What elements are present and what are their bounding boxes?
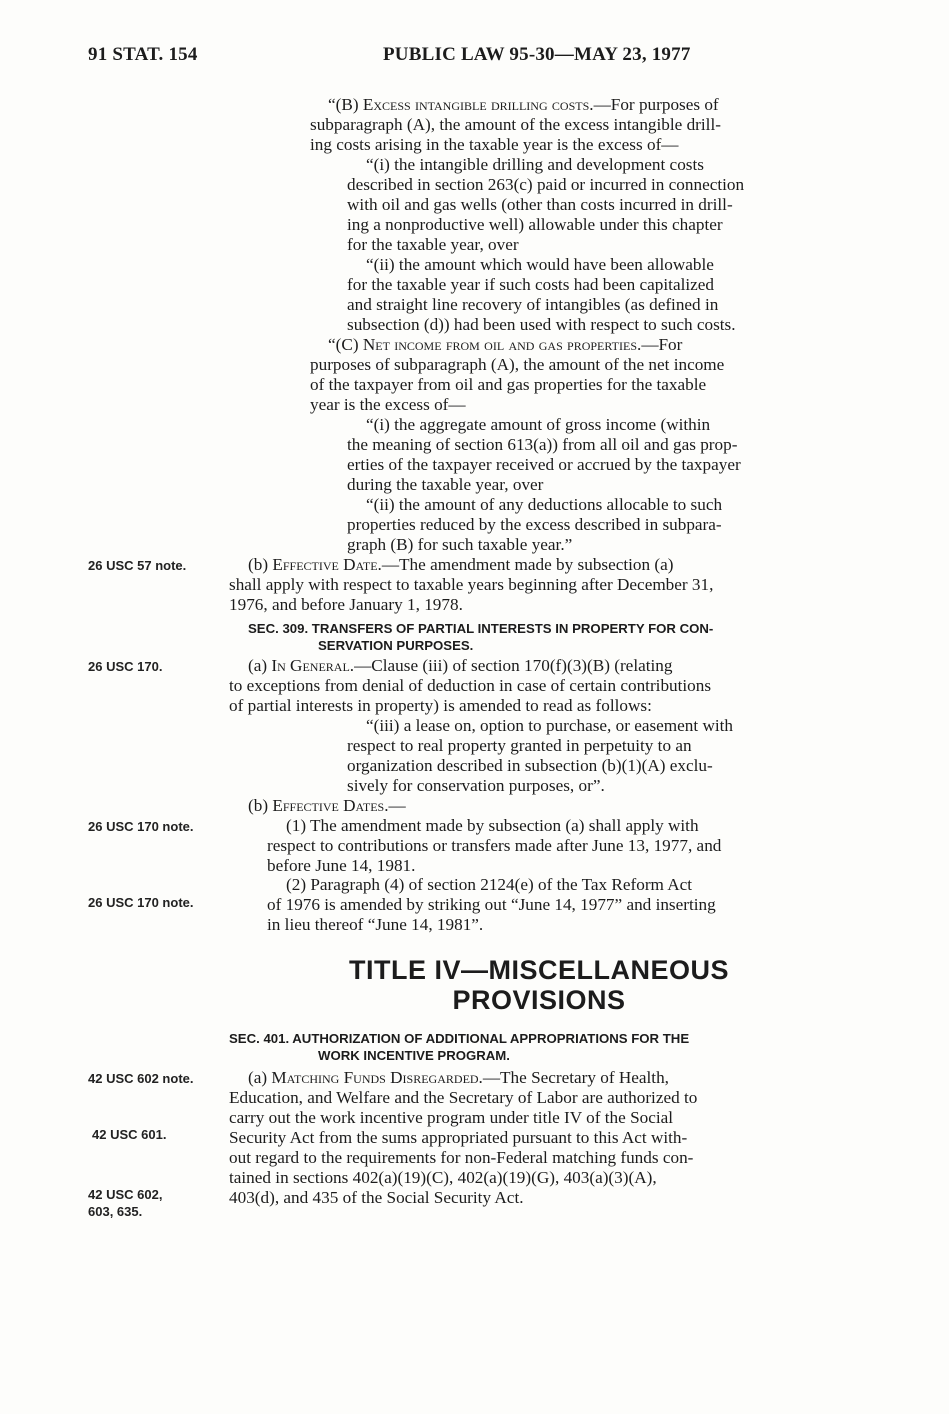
text-line: of the taxpayer from oil and gas properties for the taxable (310, 375, 707, 394)
text-line: graph (B) for such taxable year.” (347, 535, 573, 554)
title-iv-heading-cont: PROVISIONS (452, 985, 626, 1015)
text-line: tained in sections 402(a)(19)(C), 402(a)(19)(G), 403(a)(3)(A), (229, 1168, 657, 1187)
text-line: ing costs arising in the taxable year is the excess of— (310, 135, 679, 154)
text-line: respect to contributions or transfers made after June 13, 1977, and (267, 836, 722, 855)
margin-citation: 42 USC 602, (88, 1187, 163, 1202)
text-line: (2) Paragraph (4) of section 2124(e) of the Tax Reform Act (286, 875, 693, 894)
text-line: of partial interests in property) is amended to read as follows: (229, 696, 652, 715)
margin-citation: 26 USC 170. (88, 659, 163, 674)
text-line: sively for conservation purposes, or”. (347, 776, 605, 795)
text-line: before June 14, 1981. (267, 856, 416, 875)
text-line: properties reduced by the excess described in subpara- (347, 515, 722, 534)
text-line: and straight line recovery of intangibles (as defined in (347, 295, 719, 314)
margin-citation: 26 USC 170 note. (88, 819, 194, 834)
text-line: erties of the taxpayer received or accrued by the taxpayer (347, 455, 741, 474)
subparagraph-b-heading: “(B) Excess intangible drilling costs.—For purposes of (328, 95, 719, 114)
text-line: “(ii) the amount which would have been allowable (366, 255, 714, 274)
section-401-heading: SEC. 401. AUTHORIZATION OF ADDITIONAL APPROPRIATIONS FOR THE (229, 1031, 690, 1046)
subparagraph-c-heading: “(C) Net income from oil and gas properties.—For (328, 335, 683, 354)
text-line: in lieu thereof “June 14, 1981”. (267, 915, 484, 934)
text-line: organization described in subsection (b)(1)(A) exclu- (347, 756, 713, 775)
section-309-heading: SEC. 309. TRANSFERS OF PARTIAL INTERESTS IN PROPERTY FOR CON- (248, 621, 714, 636)
matching-funds-heading: (a) Matching Funds Disregarded.—The Secretary of Health, (248, 1068, 669, 1087)
margin-citation: 42 USC 602 note. (88, 1071, 194, 1086)
text-line: (1) The amendment made by subsection (a) shall apply with (286, 816, 699, 835)
text-line: “(ii) the amount of any deductions allocable to such (366, 495, 723, 514)
text-line: to exceptions from denial of deduction in case of certain contributions (229, 676, 712, 695)
text-line: for the taxable year if such costs had been capitalized (347, 275, 714, 294)
text-line: carry out the work incentive program under title IV of the Social (229, 1108, 674, 1127)
text-line: with oil and gas wells (other than costs incurred in drill- (347, 195, 733, 214)
text-line: Security Act from the sums appropriated pursuant to this Act with- (229, 1128, 688, 1147)
margin-citation: 42 USC 601. (92, 1127, 167, 1142)
effective-date-heading: (b) Effective Date.—The amendment made by subsection (a) (248, 555, 674, 574)
text-line: during the taxable year, over (347, 475, 544, 494)
text-line: ing a nonproductive well) allowable under this chapter (347, 215, 723, 234)
title-iv-heading: TITLE IV—MISCELLANEOUS (348, 955, 729, 985)
text-line: 403(d), and 435 of the Social Security Act. (229, 1188, 524, 1207)
text-line: “(i) the intangible drilling and development costs (366, 155, 704, 174)
text-line: described in section 263(c) paid or incurred in connection (347, 175, 745, 194)
text-line: year is the excess of— (310, 395, 466, 414)
text-line: purposes of subparagraph (A), the amount of the net income (310, 355, 725, 374)
section-401-heading-cont: WORK INCENTIVE PROGRAM. (318, 1048, 510, 1063)
section-309-heading-cont: SERVATION PURPOSES. (318, 638, 474, 653)
text-line: for the taxable year, over (347, 235, 519, 254)
statute-page-number: 91 STAT. 154 (88, 44, 198, 65)
text-line: shall apply with respect to taxable years beginning after December 31, (229, 575, 714, 594)
margin-citation-cont: 603, 635. (88, 1204, 143, 1219)
text-line: “(iii) a lease on, option to purchase, or easement with (366, 716, 734, 735)
text-line: the meaning of section 613(a)) from all oil and gas prop- (347, 435, 738, 454)
text-line: 1976, and before January 1, 1978. (229, 595, 463, 614)
text-line: “(i) the aggregate amount of gross income (within (366, 415, 711, 434)
text-line: subsection (d)) had been used with respect to such costs. (347, 315, 736, 334)
running-header: PUBLIC LAW 95-30—MAY 23, 1977 (383, 44, 691, 65)
text-line: of 1976 is amended by striking out “June 14, 1977” and inserting (267, 895, 716, 914)
in-general-heading: (a) In General.—Clause (iii) of section 170(f)(3)(B) (relating (248, 656, 673, 675)
text-line: out regard to the requirements for non-Federal matching funds con- (229, 1148, 694, 1167)
text-line: Education, and Welfare and the Secretary of Labor are authorized to (229, 1088, 698, 1107)
text-line: respect to real property granted in perpetuity to an (347, 736, 692, 755)
margin-citation: 26 USC 57 note. (88, 558, 187, 573)
margin-citation: 26 USC 170 note. (88, 895, 194, 910)
effective-dates-heading: (b) Effective Dates.— (248, 796, 406, 815)
text-line: subparagraph (A), the amount of the excess intangible drill- (310, 115, 721, 134)
